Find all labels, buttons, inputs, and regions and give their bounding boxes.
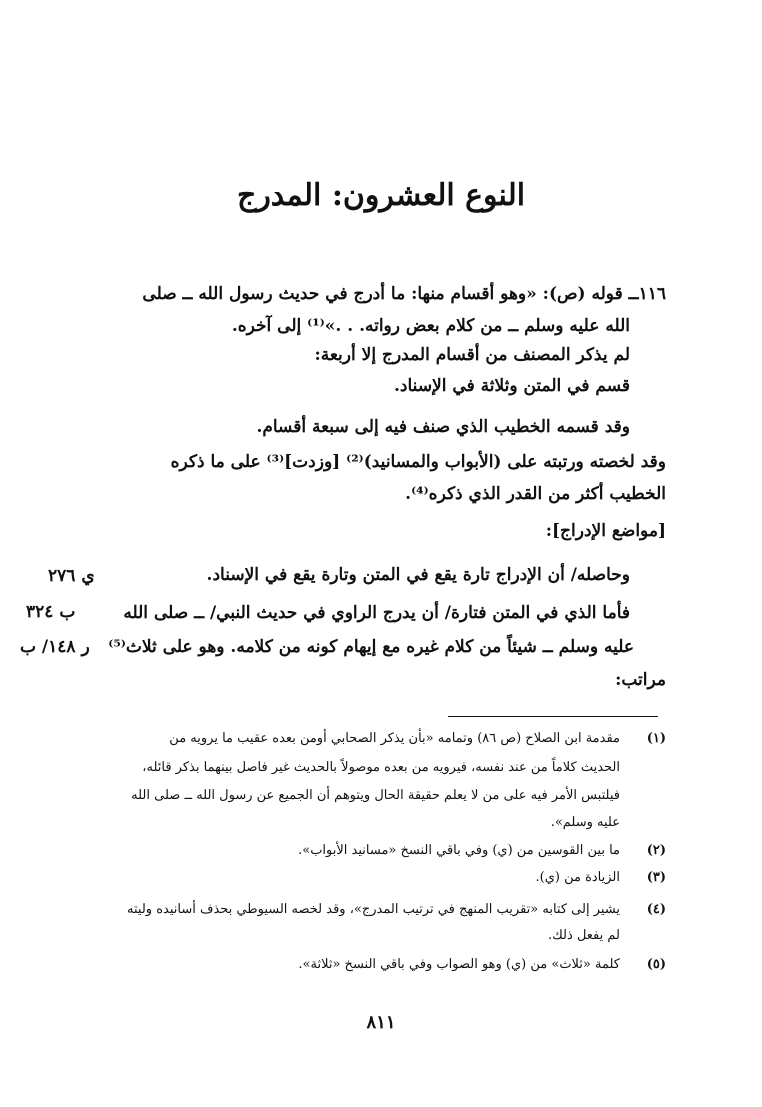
footnote-separator [448, 716, 658, 717]
body-line: لم يذكر المصنف من أقسام المدرج إلا أربعة: [314, 345, 630, 365]
body-line: عليه وسلم ــ شيئاً من كلام غيره مع إيهام كونه من كلامه. وهو على ثلاث⁽⁵⁾ [108, 637, 634, 657]
footnote-number: (٤) [646, 902, 666, 917]
footnote-line: الحديث كلاماً من عند نفسه، فيرويه من بعده موصولاً بالحديث غير فاصل بينهما بذكر قائله، [142, 760, 620, 775]
footnote-line: لم يفعل ذلك. [547, 928, 620, 943]
body-line: وقد قسمه الخطيب الذي صنف فيه إلى سبعة أقسام. [256, 417, 630, 437]
body-line: ١١٦ــ قوله (ص): «وهو أقسام منها: ما أدرج في حديث رسول الله ــ صلى [142, 284, 666, 304]
footnote-line: كلمة «ثلاث» من (ي) وهو الصواب وفي باقي النسخ «ثلاثة». [298, 957, 620, 972]
footnote-number: (٣) [646, 870, 666, 885]
section-heading: [مواضع الإدراج]: [545, 521, 666, 541]
body-line: الله عليه وسلم ــ من كلام بعض رواته. . .»⁽¹⁾ إلى آخره. [231, 316, 630, 336]
margin-reference: ي ٢٧٦ [48, 566, 95, 586]
body-line: مراتب: [615, 670, 666, 690]
footnote-line: فيلتبس الأمر فيه على من لا يعلم حقيقة الحال ويتوهم أن الجميع عن رسول الله ــ صلى الله [131, 788, 620, 803]
footnote-number: (٥) [646, 957, 666, 972]
footnote-line: يشير إلى كتابه «تقريب المنهج في ترتيب المدرج»، وقد لخصه السيوطي بحذف أسانيده وليته [127, 902, 620, 917]
body-line: قسم في المتن وثلاثة في الإسناد. [394, 376, 630, 396]
footnote-number: (١) [646, 731, 666, 746]
body-line: وقد لخصته ورتبته على (الأبواب والمسانيد)⁽²⁾ [وزدت]⁽³⁾ على ما ذكره [170, 452, 666, 472]
body-line: فأما الذي في المتن فتارة/ أن يدرج الراوي في حديث النبي/ ــ صلى الله [123, 603, 630, 623]
page-number: ٨١١ [366, 1012, 396, 1033]
body-line: وحاصله/ أن الإدراج تارة يقع في المتن وتارة يقع في الإسناد. [206, 565, 630, 585]
footnote-line: عليه وسلم». [550, 815, 620, 830]
footnote-number: (٢) [646, 843, 666, 858]
footnote-line: ما بين القوسين من (ي) وفي باقي النسخ «مسانيد الأبواب». [298, 843, 620, 858]
margin-reference: ر ١٤٨/ ب [20, 637, 90, 657]
chapter-title: النوع العشرون: المدرج [236, 178, 526, 213]
margin-reference: ب ٣٢٤ [26, 602, 76, 622]
body-line: الخطيب أكثر من القدر الذي ذكره⁽⁴⁾. [405, 484, 666, 504]
footnote-line: مقدمة ابن الصلاح (ص ٨٦) وتمامه «بأن يذكر الصحابي أومن بعده عقيب ما يرويه من [169, 731, 620, 746]
footnote-line: الزيادة من (ي). [535, 870, 620, 885]
